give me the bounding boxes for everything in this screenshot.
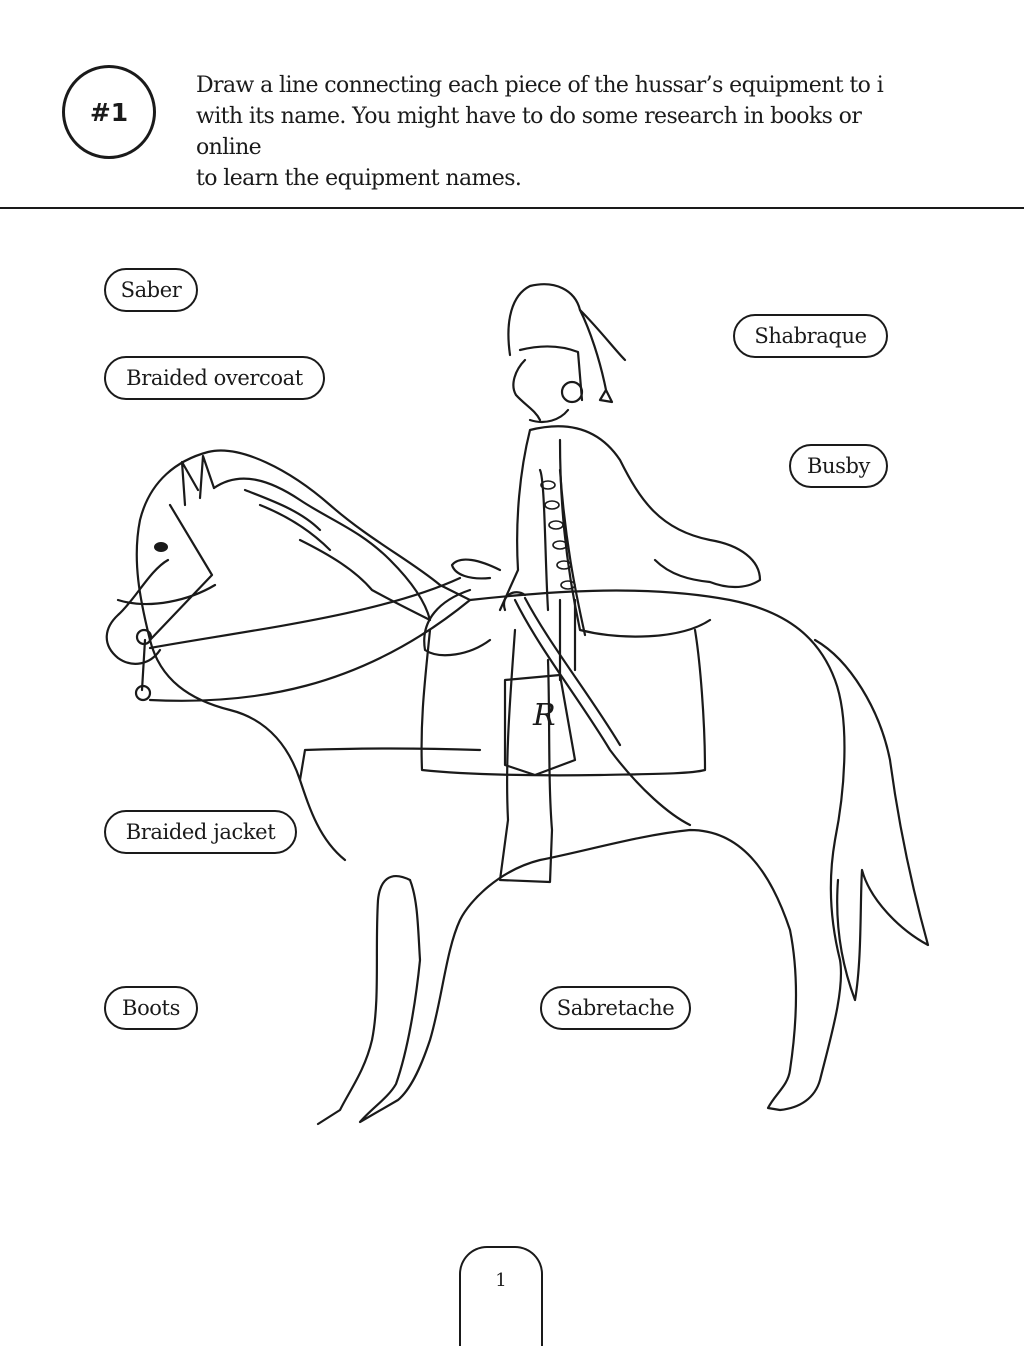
label-shabraque-text: Shabraque bbox=[754, 324, 867, 348]
label-sabretache[interactable] bbox=[540, 986, 691, 1030]
label-sabretache-text: Sabretache bbox=[556, 996, 675, 1020]
label-saber-text: Saber bbox=[120, 278, 182, 302]
label-boots-text: Boots bbox=[122, 996, 180, 1020]
label-braided-jacket-text: Braided jacket bbox=[125, 820, 276, 844]
label-busby[interactable] bbox=[789, 444, 888, 488]
page-number-box bbox=[459, 1246, 543, 1346]
header-divider bbox=[0, 207, 1024, 209]
label-busby-text: Busby bbox=[806, 454, 871, 478]
svg-text:R: R bbox=[533, 698, 556, 733]
label-braided-jacket[interactable] bbox=[104, 810, 297, 854]
rider-jacket-outline bbox=[500, 426, 760, 636]
label-shabraque[interactable] bbox=[733, 314, 888, 358]
label-braided-overcoat[interactable] bbox=[104, 356, 325, 400]
instructions-text: Draw a line connecting each piece of the hussar’s equipment to i with its name. You might have to do some research in books or online to learn the equipment names. bbox=[196, 73, 884, 191]
exercise-number-badge bbox=[62, 65, 156, 159]
horse-body-outline bbox=[137, 451, 845, 1124]
page-number: 1 bbox=[495, 1270, 507, 1291]
boot-outline bbox=[500, 630, 552, 882]
label-boots[interactable] bbox=[104, 986, 198, 1030]
exercise-number: #1 bbox=[89, 97, 129, 127]
label-saber[interactable] bbox=[104, 268, 198, 312]
label-braided-overcoat-text: Braided overcoat bbox=[126, 366, 303, 390]
